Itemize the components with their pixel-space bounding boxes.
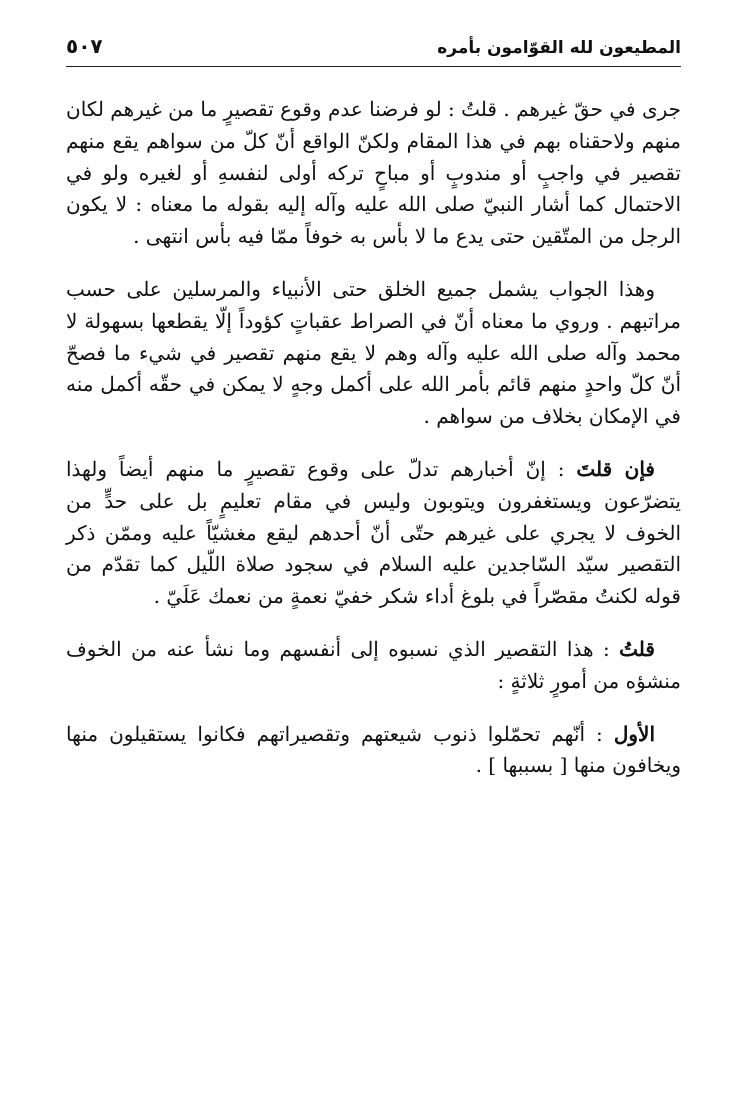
paragraph: [66, 274, 681, 433]
running-header: [66, 30, 681, 67]
header-title: المطيعون لله القوّامون بأمره: [437, 38, 681, 58]
paragraph-text: : إنّ أخبارهم تدلّ على وقوع تقصيرٍ ما منهم أيضاً ولهذا يتضرّعون ويستغفرون ويتوبون وليس في مقام تعليمٍ بل على حدٍّ من الخوف لا يجري على غيرهم حتّى أنّ أحدهم ليقع مغشيّاً عليه وممّن ذكر التقصير سيّد السّاجدين عليه السلام في سجود صلاة اللّيل كما تقدّم من قوله لكنتُ مقصّراً في بلوغ أداء شكر خفيّ نعمةٍ من نعمك عَلَيّ .: [66, 456, 681, 609]
page-number: ٥٠٧: [66, 34, 103, 58]
paragraph-text: جرى في حقّ غيرهم . قلتُ : لو فرضنا عدم وقوع تقصيرٍ ما من غيرهم لكان منهم ولاحقناه بهم في هذا المقام ولكنّ الواقع أنّ كلّ من سواهم يقع منهم تقصير في واجبٍ أو مندوبٍ أو مباحٍ تركه أولى لنفسهِ أو لغيره ولو في الاحتمال كما أشار النبيّ صلى الله عليه وآله إليه بقوله ما معناه : لا يكون الرجل من المتّقين حتى يدع ما لا بأس به خوفاً ممّا فيه بأس انتهى .: [66, 97, 681, 249]
paragraph: [66, 454, 681, 613]
paragraph: [66, 634, 681, 698]
paragraph-text: وهذا الجواب يشمل جميع الخلق حتى الأنبياء والمرسلين على حسب مراتبهم . وروي ما معناه أنّ في الصراط عقباتٍ كؤوداً إلّا يقطعها بسهولة لا محمد وآله صلى الله عليه وآله وهم لا يقع منهم تقصير في شيء ما فصحّ أنّ كلّ واحدٍ منهم قائم بأمر الله على أكمل وجهٍ لا يمكن في حقّه أكمل منه في الإمكان بخلاف من سواهم .: [66, 276, 682, 429]
paragraph-lead: الأول: [613, 721, 655, 746]
paragraph: [66, 94, 681, 253]
paragraph-lead: فإن قلتَ: [576, 456, 655, 481]
page-body: [66, 94, 681, 803]
paragraph-text: : أنّهم تحمّلوا ذنوب شيعتهم وتقصيراتهم فكانوا يستقيلون منها ويخافون منها [ بسببها ] .: [66, 721, 681, 778]
paragraph-lead: قلتُ: [619, 636, 655, 661]
paragraph-text: : هذا التقصير الذي نسبوه إلى أنفسهم وما نشأ عنه من الخوف منشؤه من أمورٍ ثلاثةٍ :: [66, 636, 681, 693]
paragraph: [66, 719, 681, 783]
